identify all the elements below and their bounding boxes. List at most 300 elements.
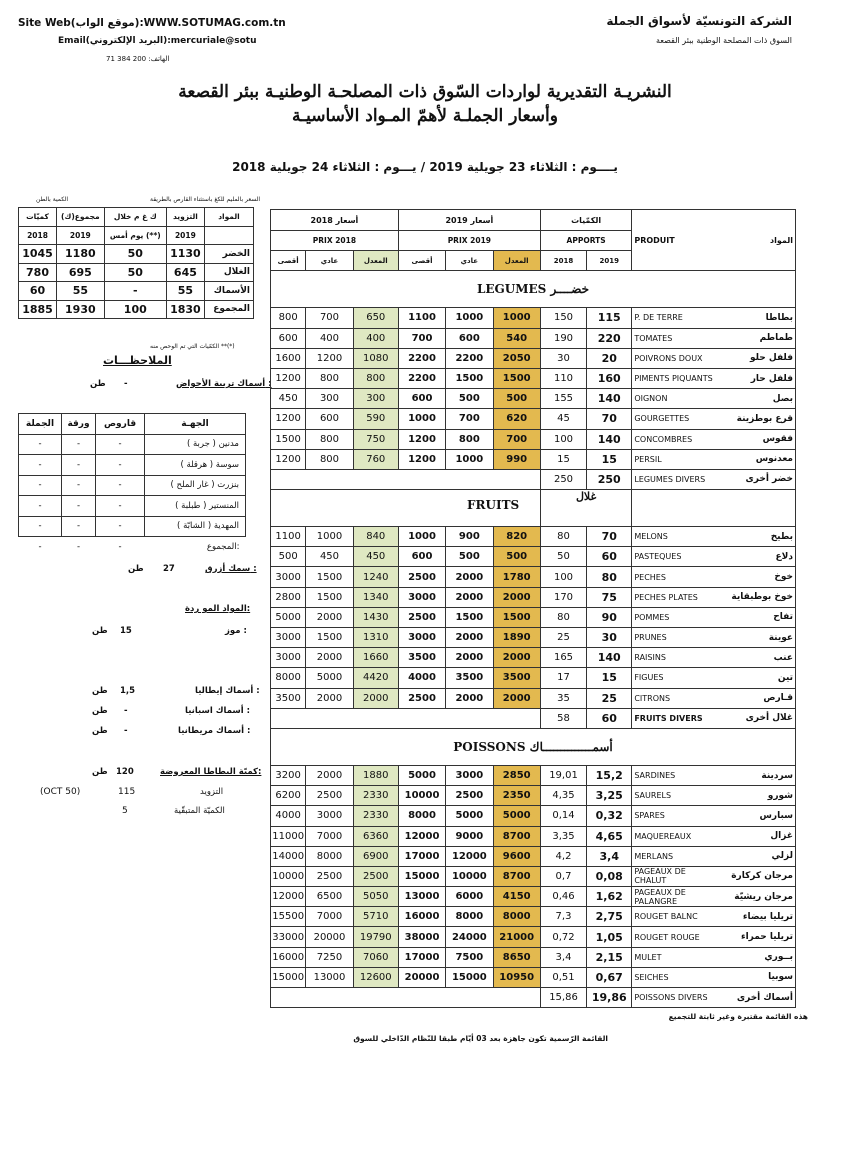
imported-title: المواد المو ردة:: [185, 604, 251, 614]
spain-label: أسماك اسبانيا :: [185, 706, 251, 716]
fruits-title: FRUITS: [467, 498, 520, 512]
table-cell: 190: [540, 328, 586, 348]
table-cell: 35: [540, 688, 586, 708]
table-cell: 8700: [493, 866, 540, 886]
table-cell: 1200: [398, 429, 445, 449]
table-cell: POISSONS DIVERS: [632, 988, 720, 1008]
table-cell: 1200: [271, 449, 306, 469]
table-cell: 800: [306, 449, 353, 469]
table-cell: 1830: [166, 300, 204, 319]
table-cell: بطيخ: [720, 527, 795, 547]
table-cell: MAQUEREAUX: [632, 826, 720, 846]
table-cell: SAURELS: [632, 786, 720, 806]
table-cell: 0,08: [587, 866, 632, 886]
table-cell: 10000: [271, 866, 306, 886]
table-cell: 800: [306, 429, 353, 449]
table-cell: تريليا حمراء: [720, 927, 795, 947]
table-cell: 2500: [446, 786, 493, 806]
table-cell: 700: [306, 308, 353, 328]
region-row: [19, 475, 246, 496]
table-cell: قرع بوطزينة: [720, 409, 795, 429]
table-cell: 2500: [306, 866, 353, 886]
table-cell: 3500: [493, 668, 540, 688]
table-cell: PASTEQUES: [632, 547, 720, 567]
table-cell: 55: [57, 282, 105, 301]
table-cell: APPORTS: [540, 231, 631, 251]
table-cell: 12600: [353, 967, 398, 987]
table-cell: 800: [306, 368, 353, 388]
table-cell: -: [19, 537, 62, 557]
table-cell: 2000: [493, 587, 540, 607]
aqua-label: أسماك تربية الأحواض :: [176, 379, 272, 389]
divers-row: [271, 469, 796, 489]
table-cell: 2,15: [587, 947, 632, 967]
table-cell: 2018: [19, 226, 57, 245]
table-cell: 50: [104, 263, 166, 282]
table-cell: 20000: [306, 927, 353, 947]
table-cell: 1340: [353, 587, 398, 607]
table-cell: PIMENTS PIQUANTS: [632, 368, 720, 388]
table-cell: 1890: [493, 628, 540, 648]
title-line1: النشريـة التقديرية لواردات السّوق ذات المصلحـة الوطنيـة ببئر القصعة: [178, 82, 672, 102]
table-cell: 2500: [398, 607, 445, 627]
table-cell: عوينة: [720, 628, 795, 648]
contact-block: [18, 14, 286, 68]
table-cell: 16000: [271, 947, 306, 967]
table-cell: 19,86: [587, 988, 632, 1008]
table-row: [271, 547, 796, 567]
table-cell: 2850: [493, 765, 540, 785]
table-cell: PRIX 2018: [271, 231, 399, 251]
table-cell: سردينة: [720, 765, 795, 785]
table-cell: أقصى: [271, 251, 306, 271]
table-cell: 2350: [493, 786, 540, 806]
table-cell: 0,51: [540, 967, 586, 987]
table-cell: الغلال: [204, 263, 253, 282]
table-cell: المجموع: [204, 300, 253, 319]
table-cell: 1660: [353, 648, 398, 668]
blue-fish-unit: طن: [128, 564, 144, 574]
page-title: [0, 80, 850, 128]
table-cell: المواد: [204, 208, 253, 227]
table-cell: المعدل: [493, 251, 540, 271]
summary-row: [19, 282, 254, 301]
table-cell: 6000: [446, 887, 493, 907]
table-cell: TOMATES: [632, 328, 720, 348]
table-cell: -: [61, 455, 95, 476]
table-cell: 33000: [271, 927, 306, 947]
table-cell: 2019: [587, 251, 632, 271]
table-cell: أسعار 2019: [398, 210, 540, 231]
table-cell: يوم أمس (**): [104, 226, 166, 245]
table-cell: 4150: [493, 887, 540, 907]
table-cell: 1500: [306, 567, 353, 587]
table-cell: المهدية ( الشابّة ): [145, 516, 246, 537]
table-cell: 2500: [398, 567, 445, 587]
potato-value: 120: [116, 767, 134, 777]
table-cell: 3000: [398, 587, 445, 607]
region-row: [19, 455, 246, 476]
table-cell: معدنوس: [720, 449, 795, 469]
table-cell: 80: [540, 527, 586, 547]
table-cell: 2000: [306, 765, 353, 785]
table-row: [271, 429, 796, 449]
table-row: [271, 887, 796, 907]
table-cell: 2000: [446, 567, 493, 587]
table-cell: المعدل: [353, 251, 398, 271]
table-cell: 3200: [271, 765, 306, 785]
table-cell: 19,01: [540, 765, 586, 785]
table-cell: 115: [587, 308, 632, 328]
table-cell: 10000: [398, 786, 445, 806]
table-cell: مرجان ريشيّة: [720, 887, 795, 907]
table-cell: 5000: [493, 806, 540, 826]
price-table: [270, 209, 796, 1008]
table-cell: 15,2: [587, 765, 632, 785]
table-cell: تين: [720, 668, 795, 688]
table-cell: طماطم: [720, 328, 795, 348]
table-cell: 600: [306, 409, 353, 429]
table-cell: 24000: [446, 927, 493, 947]
banana-value: 15: [120, 626, 132, 636]
table-cell: التزويد: [166, 208, 204, 227]
table-row: [271, 648, 796, 668]
table-cell: 8000: [446, 907, 493, 927]
table-cell: خوخ بوطبقاية: [720, 587, 795, 607]
table-cell: الأسماك: [204, 282, 253, 301]
table-cell: 1080: [353, 348, 398, 368]
table-cell: 50: [104, 245, 166, 264]
table-cell: 5000: [398, 765, 445, 785]
table-cell: 70: [587, 409, 632, 429]
table-cell: 1200: [398, 449, 445, 469]
footer-note-1: هذه القائمة مقتبرة وغير ثابتة للتجميع: [668, 1012, 808, 1021]
table-cell: 1000: [398, 527, 445, 547]
table-cell: -: [96, 475, 145, 496]
table-cell: 300: [353, 389, 398, 409]
table-cell: -: [96, 516, 145, 537]
table-cell: 21000: [493, 927, 540, 947]
table-cell: بطاطا: [720, 308, 795, 328]
company-name: الشركة التونسيّة لأسواق الجملة: [606, 14, 792, 28]
table-cell: 8000: [493, 907, 540, 927]
table-cell: خوخ: [720, 567, 795, 587]
table-cell: أقصى: [398, 251, 445, 271]
table-cell: PRIX 2019: [398, 231, 540, 251]
table-cell: 2050: [493, 348, 540, 368]
table-cell: 2018: [540, 251, 586, 271]
table-cell: 6360: [353, 826, 398, 846]
table-cell: 15,86: [540, 988, 586, 1008]
table-cell: 0,32: [587, 806, 632, 826]
table-cell: 750: [353, 429, 398, 449]
summary-header: [19, 208, 254, 227]
table-cell: 16000: [398, 907, 445, 927]
table-cell: 2500: [306, 786, 353, 806]
table-row: [271, 389, 796, 409]
table-cell: المنستير ( طبلبة ): [145, 496, 246, 517]
table-cell: 1200: [271, 368, 306, 388]
table-cell: 70: [587, 527, 632, 547]
note-price: السعر بالمليم للكغ باستثناء القارص بالطريقة: [150, 196, 261, 203]
table-cell: الخضر: [204, 245, 253, 264]
table-cell: FIGUES: [632, 668, 720, 688]
table-cell: LEGUMES خضــــر: [271, 271, 796, 308]
table-row: [271, 688, 796, 708]
company-sub: السوق ذات المصلحة الوطنية ببئر القصعة: [655, 36, 792, 45]
table-cell: 11000: [271, 826, 306, 846]
table-cell: 760: [353, 449, 398, 469]
table-cell: مدنين ( جربة ): [145, 434, 246, 455]
table-cell: فلفل حلو: [720, 348, 795, 368]
table-cell: 300: [306, 389, 353, 409]
region-row: [19, 434, 246, 455]
table-cell: غزال: [720, 826, 795, 846]
table-cell: 1500: [446, 368, 493, 388]
table-row: [271, 567, 796, 587]
table-cell: 450: [271, 389, 306, 409]
table-cell: 1045: [19, 245, 57, 264]
table-cell: 13000: [398, 887, 445, 907]
table-cell: 620: [493, 409, 540, 429]
table-cell: 9600: [493, 846, 540, 866]
table-cell: PERSIL: [632, 449, 720, 469]
table-row: [271, 866, 796, 886]
table-row: [271, 907, 796, 927]
table-cell: 780: [19, 263, 57, 282]
table-cell: 1500: [306, 628, 353, 648]
table-cell: 10000: [446, 866, 493, 886]
table-row: [271, 967, 796, 987]
table-cell: 700: [398, 328, 445, 348]
table-cell: -: [19, 475, 62, 496]
table-cell: 155: [540, 389, 586, 409]
table-cell: 2000: [446, 688, 493, 708]
table-cell: 220: [587, 328, 632, 348]
table-cell: 400: [306, 328, 353, 348]
table-cell: الجهـة: [145, 414, 246, 435]
table-cell: SPARES: [632, 806, 720, 826]
table-cell: 55: [166, 282, 204, 301]
table-cell: 60: [587, 547, 632, 567]
table-cell: 400: [353, 328, 398, 348]
table-cell: 15: [587, 668, 632, 688]
table-cell: 3500: [446, 668, 493, 688]
table-cell: 7060: [353, 947, 398, 967]
table-row: [271, 607, 796, 627]
table-cell: PECHES PLATES: [632, 587, 720, 607]
email: Email(البريد الإلكتروني):mercuriale@sotu: [58, 36, 257, 46]
table-cell: أسماك أخرى: [720, 988, 795, 1008]
table-cell: 15: [587, 449, 632, 469]
table-cell: غلال أخرى: [720, 708, 795, 728]
table-cell: 600: [271, 328, 306, 348]
table-cell: FRUITS DIVERS: [632, 708, 720, 728]
table-cell: 3500: [398, 648, 445, 668]
table-cell: 4,35: [540, 786, 586, 806]
table-cell: 2019: [57, 226, 105, 245]
table-cell: 3,25: [587, 786, 632, 806]
table-cell: 600: [398, 547, 445, 567]
table-cell: بــوري: [720, 947, 795, 967]
divers-row: [271, 988, 796, 1008]
table-cell: المجموع:: [145, 537, 246, 557]
table-cell: ROUGET ROUGE: [632, 927, 720, 947]
table-cell: 140: [587, 648, 632, 668]
blue-fish-value: 27: [163, 564, 175, 574]
table-cell: [632, 490, 796, 527]
table-cell: 1,62: [587, 887, 632, 907]
table-cell: PRUNES: [632, 628, 720, 648]
table-cell: 170: [540, 587, 586, 607]
potato-label: كميّة البطاطا المعروضة:: [160, 767, 262, 777]
table-cell: GOURGETTES: [632, 409, 720, 429]
table-cell: [271, 988, 541, 1008]
table-cell: MULET: [632, 947, 720, 967]
table-cell: 110: [540, 368, 586, 388]
table-cell: 7250: [306, 947, 353, 967]
table-cell: 12000: [446, 846, 493, 866]
region-row: [19, 496, 246, 517]
table-cell: 4,65: [587, 826, 632, 846]
table-cell: 1000: [493, 308, 540, 328]
table-cell: PRODUIT: [632, 210, 720, 271]
table-cell: 8700: [493, 826, 540, 846]
table-cell: 2000: [306, 688, 353, 708]
table-cell: 5000: [271, 607, 306, 627]
table-cell: 1100: [398, 308, 445, 328]
table-cell: 4000: [398, 668, 445, 688]
table-cell: 140: [587, 389, 632, 409]
table-cell: 1430: [353, 607, 398, 627]
table-cell: 80: [540, 607, 586, 627]
table-cell: تريليا بيضاء: [720, 907, 795, 927]
region-row: [19, 516, 246, 537]
table-cell: MERLANS: [632, 846, 720, 866]
table-cell: بصل: [720, 389, 795, 409]
table-cell: عادي: [446, 251, 493, 271]
table-cell: 20000: [398, 967, 445, 987]
italy-unit: طن: [92, 686, 108, 696]
summary-header-2: [19, 226, 254, 245]
table-cell: 4000: [271, 806, 306, 826]
table-cell: 0,46: [540, 887, 586, 907]
table-cell: 2200: [398, 348, 445, 368]
table-cell: 25: [540, 628, 586, 648]
table-cell: 3500: [271, 688, 306, 708]
table-cell: 700: [446, 409, 493, 429]
table-cell: 1500: [493, 368, 540, 388]
table-cell: 90: [587, 607, 632, 627]
remaining-label: الكميّة المتبقّية: [174, 806, 225, 816]
table-row: [271, 947, 796, 967]
table-cell: ROUGET BALNC: [632, 907, 720, 927]
table-cell: 100: [540, 429, 586, 449]
table-cell: -: [19, 516, 62, 537]
table-cell: CITRONS: [632, 688, 720, 708]
table-cell: 1200: [306, 348, 353, 368]
table-cell: 45: [540, 409, 586, 429]
table-cell: 2000: [446, 587, 493, 607]
mauritania-unit: طن: [92, 726, 108, 736]
table-cell: OIGNON: [632, 389, 720, 409]
note-unit: الكمية بالطن: [36, 196, 69, 203]
table-cell: 800: [446, 429, 493, 449]
header-row-1: [271, 210, 796, 231]
table-cell: دلاع: [720, 547, 795, 567]
table-cell: 1930: [57, 300, 105, 319]
table-cell: 600: [446, 328, 493, 348]
table-cell: 6500: [306, 887, 353, 907]
table-cell: 17000: [398, 947, 445, 967]
table-cell: لزلي: [720, 846, 795, 866]
table-cell: POISSONS أسمــــــــــــــاك: [271, 728, 796, 765]
table-cell: 2000: [306, 648, 353, 668]
table-cell: 500: [493, 547, 540, 567]
table-cell: -: [96, 455, 145, 476]
table-cell: 500: [493, 389, 540, 409]
table-cell: 15000: [398, 866, 445, 886]
table-cell: 840: [353, 527, 398, 547]
table-cell: 250: [587, 469, 632, 489]
table-row: [271, 806, 796, 826]
mauritania-label: أسماك مريطانيا :: [178, 726, 251, 736]
table-cell: 2000: [446, 648, 493, 668]
table-cell: 0,7: [540, 866, 586, 886]
potato-unit: طن: [92, 767, 108, 777]
table-cell: -: [19, 455, 62, 476]
supply-value: 115: [118, 787, 136, 797]
table-cell: POMMES: [632, 607, 720, 627]
table-cell: 8000: [271, 668, 306, 688]
table-cell: 2000: [493, 648, 540, 668]
summary-footnote: الكمّيات التي تم الوحص منه **(*): [150, 343, 235, 350]
table-cell: مجموع(ك): [57, 208, 105, 227]
spain-unit: طن: [92, 706, 108, 716]
table-cell: 695: [57, 263, 105, 282]
table-cell: 4,2: [540, 846, 586, 866]
table-cell: سوبيا: [720, 967, 795, 987]
aqua-value: -: [124, 379, 128, 389]
table-cell: 500: [446, 389, 493, 409]
table-cell: 650: [353, 308, 398, 328]
table-cell: LEGUMES DIVERS: [632, 469, 720, 489]
table-cell: 1880: [353, 765, 398, 785]
table-cell: 645: [166, 263, 204, 282]
table-cell: 7500: [446, 947, 493, 967]
table-cell: 20: [587, 348, 632, 368]
table-cell: 600: [398, 389, 445, 409]
site-web: Site Web(موقع الواب):WWW.SOTUMAG.com.tn: [18, 17, 286, 29]
table-cell: سوسة ( هرقلة ): [145, 455, 246, 476]
remaining-value: 5: [122, 806, 128, 816]
table-cell: 150: [540, 308, 586, 328]
table-cell: 3000: [271, 628, 306, 648]
table-row: [271, 409, 796, 429]
phone: الهاتف: 200 384 71: [106, 55, 170, 63]
table-cell: 500: [271, 547, 306, 567]
summary-table: [18, 207, 254, 319]
table-cell: RAISINS: [632, 648, 720, 668]
dates-line: يــــوم : الثلاثاء 23 جويلية 2019 / يـــوم : الثلاثاء 24 جويلية 2018: [232, 160, 618, 174]
table-cell: 0,14: [540, 806, 586, 826]
table-cell: 1240: [353, 567, 398, 587]
table-cell: 1500: [271, 429, 306, 449]
table-cell: 2000: [493, 688, 540, 708]
table-cell: -: [61, 475, 95, 496]
table-cell: 2000: [306, 607, 353, 627]
table-cell: -: [96, 434, 145, 455]
